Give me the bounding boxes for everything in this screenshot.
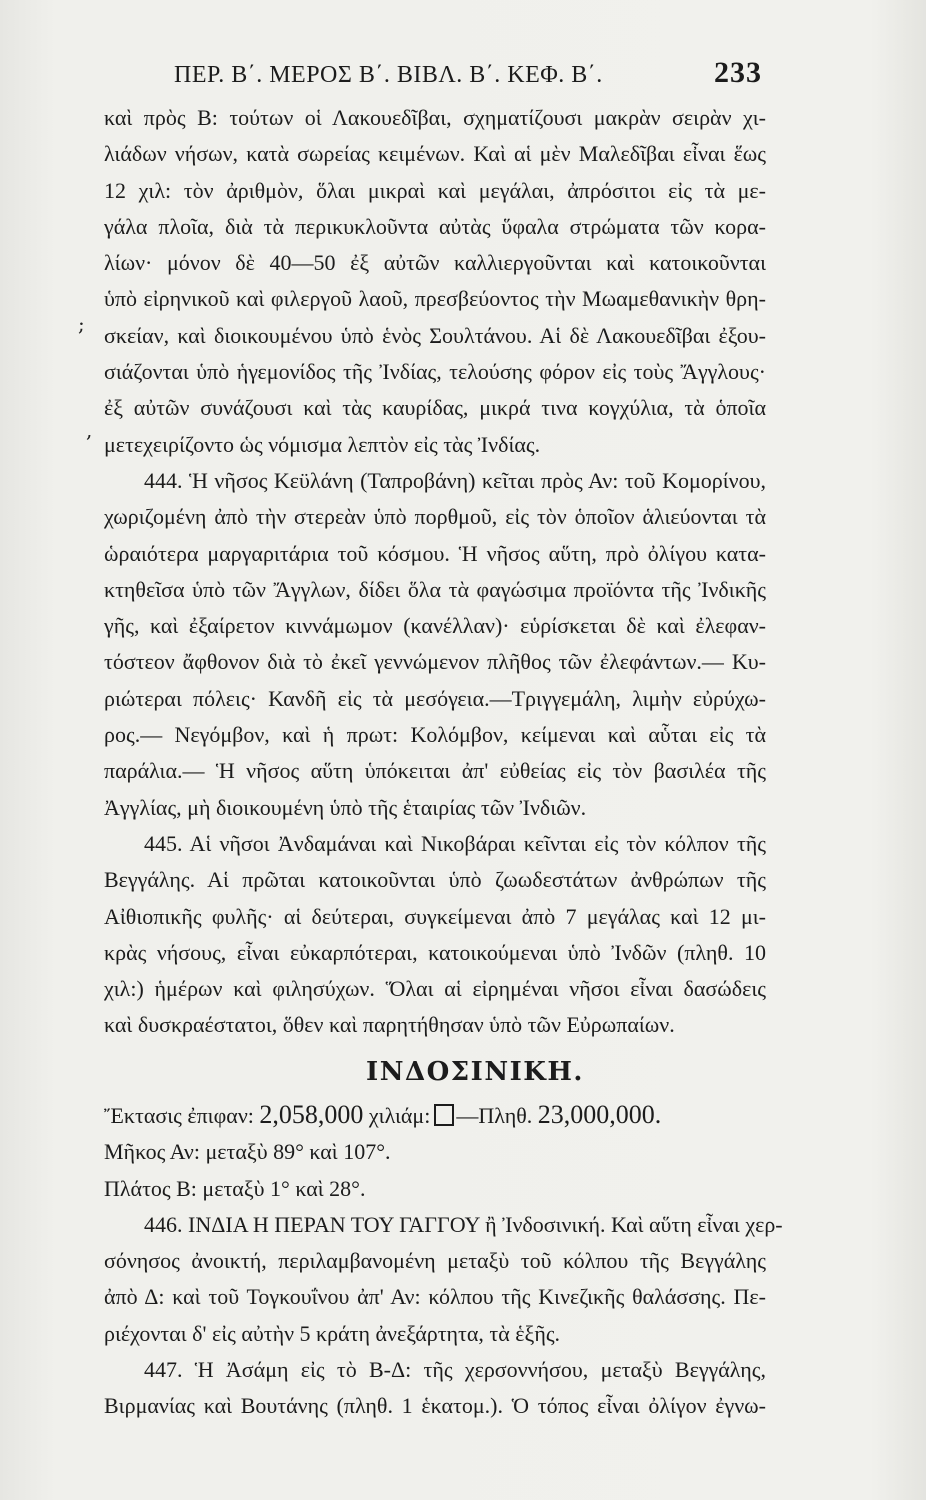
page-body bbox=[104, 100, 783, 1425]
text-line: σκείαν, καὶ διοικουμένου ὑπὸ ἑνὸς Σουλτάνου. Αἱ δὲ Λακουεδῖβαι ἐξου- bbox=[104, 322, 766, 348]
text-line: 446. ΙΝΔΙΑ Η ΠΕΡΑΝ ΤΟΥ ΓΑΓΓΟΥ ἢ Ἰνδοσινική. Καὶ αὕτη εἶναι χερ- bbox=[144, 1211, 783, 1237]
text-line: ἀπὸ Δ: καὶ τοῦ Τογκουΐνου ἀπ' Αν: κόλπου τῆς Κινεζικῆς θαλάσσης. Πε- bbox=[104, 1284, 766, 1310]
text-line: καὶ πρὸς Β: τούτων οἱ Λακουεδῖβαι, σχηματίζουσι μακρὰν σειρὰν χι- bbox=[104, 105, 766, 130]
statistics-block bbox=[104, 1096, 766, 1207]
stat-latitude: Πλάτος Β: μεταξὺ 1° καὶ 28°. bbox=[104, 1175, 366, 1201]
text-line: ρος.— Νεγόμβον, καὶ ἡ πρωτ: Κολόμβον, κείμεναι καὶ αὗται εἰς τὰ bbox=[104, 722, 766, 748]
text-line: Αἰθιοπικῆς φυλῆς· αἱ δεύτεραι, συγκείμεναι ἀπὸ 7 μεγάλας καὶ 12 μι- bbox=[104, 903, 766, 929]
text-line: ὑπὸ εἰρηνικοῦ καὶ φιλεργοῦ λαοῦ, πρεσβεύοντος τὴν Μωαμεθανικὴν θρη- bbox=[104, 286, 766, 312]
paragraph-444 bbox=[104, 463, 766, 826]
population-value: 23,000,000. bbox=[537, 1099, 662, 1129]
text-line: Ἀγγλίας, μὴ διοικουμένη ὑπὸ τῆς ἑταιρίας τῶν Ἰνδιῶν. bbox=[104, 794, 587, 820]
paragraph-446 bbox=[104, 1207, 783, 1352]
text-line: 12 χιλ: τὸν ἀριθμὸν, ὅλαι μικραὶ καὶ μεγάλαι, ἀπρόσιτοι εἰς τὰ με- bbox=[104, 177, 766, 203]
text-line: σιάζονται ὑπὸ ἡγεμονίδος τῆς Ἰνδίας, τελούσης φόρον εἰς τοὺς Ἄγγλους· bbox=[104, 359, 766, 385]
text-line: ὡραιότερα μαργαριτάρια τοῦ κόσμου. Ἡ νῆσος αὕτη, πρὸ ὀλίγου κατα- bbox=[104, 540, 766, 566]
square-symbol-icon bbox=[434, 1104, 454, 1126]
text-line: τόστεον ἄφθονον διὰ τὸ ἐκεῖ γεννώμενον πλῆθος τῶν ἐλεφάντων.— Κυ- bbox=[104, 649, 766, 675]
running-title: ΠΕΡ. Β΄. ΜΕΡΟΣ Β΄. ΒΙΒΛ. Β΄. ΚΕΦ. Β΄. bbox=[174, 62, 603, 88]
text-line: ριέχονται δ' εἰς αὐτὴν 5 κράτη ἀνεξάρτητα, τὰ ἑξῆς. bbox=[104, 1320, 561, 1346]
text-line: μετεχειρίζοντο ὡς νόμισμα λεπτὸν εἰς τὰς Ἰνδίας. bbox=[104, 431, 541, 457]
paragraph-maldives bbox=[104, 100, 766, 463]
text-line: παράλια.— Ἡ νῆσος αὕτη ὑπόκειται ἀπ' εὐθείας εἰς τὸν βασιλέα τῆς bbox=[104, 758, 766, 784]
text-line: λίων· μόνον δὲ 40—50 ἐξ αὐτῶν καλλιεργοῦνται καὶ κατοικοῦνται bbox=[104, 250, 766, 276]
text-line: Βεγγάλης. Αἱ πρῶται κατοικοῦνται ὑπὸ ζωωδεστάτων ἀνθρώπων τῆς bbox=[104, 867, 766, 893]
text-line: 444. Ἡ νῆσος Κεϋλάνη (Ταπροβάνη) κεῖται πρὸς Αν: τοῦ Κομορίνου, bbox=[144, 467, 766, 493]
text-line: Βιρμανίας καὶ Βουτάνης (πληθ. 1 ἑκατομ.). Ὁ τόπος εἶναι ὀλίγον ἐγνω- bbox=[104, 1393, 766, 1419]
text-line: ἐξ αὐτῶν συνάζουσι καὶ τὰς καυρίδας, μικρά τινα κογχύλια, τὰ ὁποῖα bbox=[104, 395, 766, 421]
text-line: ριώτεραι πόλεις· Κανδῆ εἰς τὰ μεσόγεια.—Τριγγεμάλη, λιμὴν εὐρύχω- bbox=[104, 685, 766, 711]
text-line: 445. Αἱ νῆσοι Ἀνδαμάναι καὶ Νικοβάραι κεῖνται εἰς τὸν κόλπον τῆς bbox=[144, 830, 766, 856]
population-label: —Πληθ. bbox=[456, 1102, 533, 1128]
text-line: καὶ δυσκραέστατοι, ὅθεν καὶ παρητήθησαν ὑπὸ τῶν Εὐρωπαίων. bbox=[104, 1012, 675, 1038]
page-header bbox=[104, 52, 764, 96]
paragraph-445 bbox=[104, 826, 766, 1044]
text-line: κτηθεῖσα ὑπὸ τῶν Ἄγγλων, δίδει ὅλα τὰ φαγώσιμα προϊόντα τῆς Ἰνδικῆς bbox=[104, 576, 766, 602]
text-line: 447. Ἡ Ἀσάμη εἰς τὸ Β-Δ: τῆς χερσοννήσου, μεταξὺ Βεγγάλης, bbox=[144, 1356, 766, 1382]
text-line: κρὰς νήσους, εἶναι εὐκαρπότεραι, κατοικούμεναι ὑπὸ Ἰνδῶν (πληθ. 10 bbox=[104, 939, 766, 965]
margin-mark: ; bbox=[78, 312, 85, 336]
text-line: χιλ:) ἡμέρων καὶ φιλησύχων. Ὅλαι αἱ εἰρημέναι νῆσοι εἶναι δασώδεις bbox=[104, 976, 766, 1002]
paragraph-447 bbox=[104, 1352, 766, 1425]
area-value: 2,058,000 bbox=[259, 1099, 364, 1129]
text-line: σόνησος ἀνοικτή, περιλαμβανομένη μεταξὺ τοῦ κόλπου τῆς Βεγγάλης bbox=[104, 1248, 766, 1274]
stat-area-population bbox=[104, 1096, 766, 1133]
text-line: γάλα πλοῖα, διὰ τὰ περικυκλοῦντα αὐτὰς ὕφαλα στρώματα τῶν κορα- bbox=[104, 213, 766, 239]
area-unit: χιλιάμ: bbox=[368, 1102, 431, 1128]
stat-longitude: Μῆκος Αν: μεταξὺ 89° καὶ 107°. bbox=[104, 1138, 391, 1164]
area-label: Ἔκτασις ἐπιφαν: bbox=[104, 1102, 254, 1128]
page-number: 233 bbox=[714, 56, 762, 89]
margin-mark: , bbox=[86, 418, 93, 442]
section-title: ΙΝΔΟΣΙΝΙΚΗ. bbox=[366, 1056, 584, 1087]
text-line: λιάδων νήσων, κατὰ σωρείας κειμένων. Καὶ αἱ μὲν Μαλεδῖβαι εἶναι ἕως bbox=[104, 141, 766, 167]
text-line: γῆς, καὶ ἐξαίρετον κιννάμωμον (κανέλλαν)· εὑρίσκεται δὲ καὶ ἐλεφαν- bbox=[104, 613, 766, 639]
text-line: χωριζομένη ἀπὸ τὴν στερεὰν ὑπὸ πορθμοῦ, εἰς τὸν ὁποῖον ἁλιεύονται τὰ bbox=[104, 504, 766, 530]
